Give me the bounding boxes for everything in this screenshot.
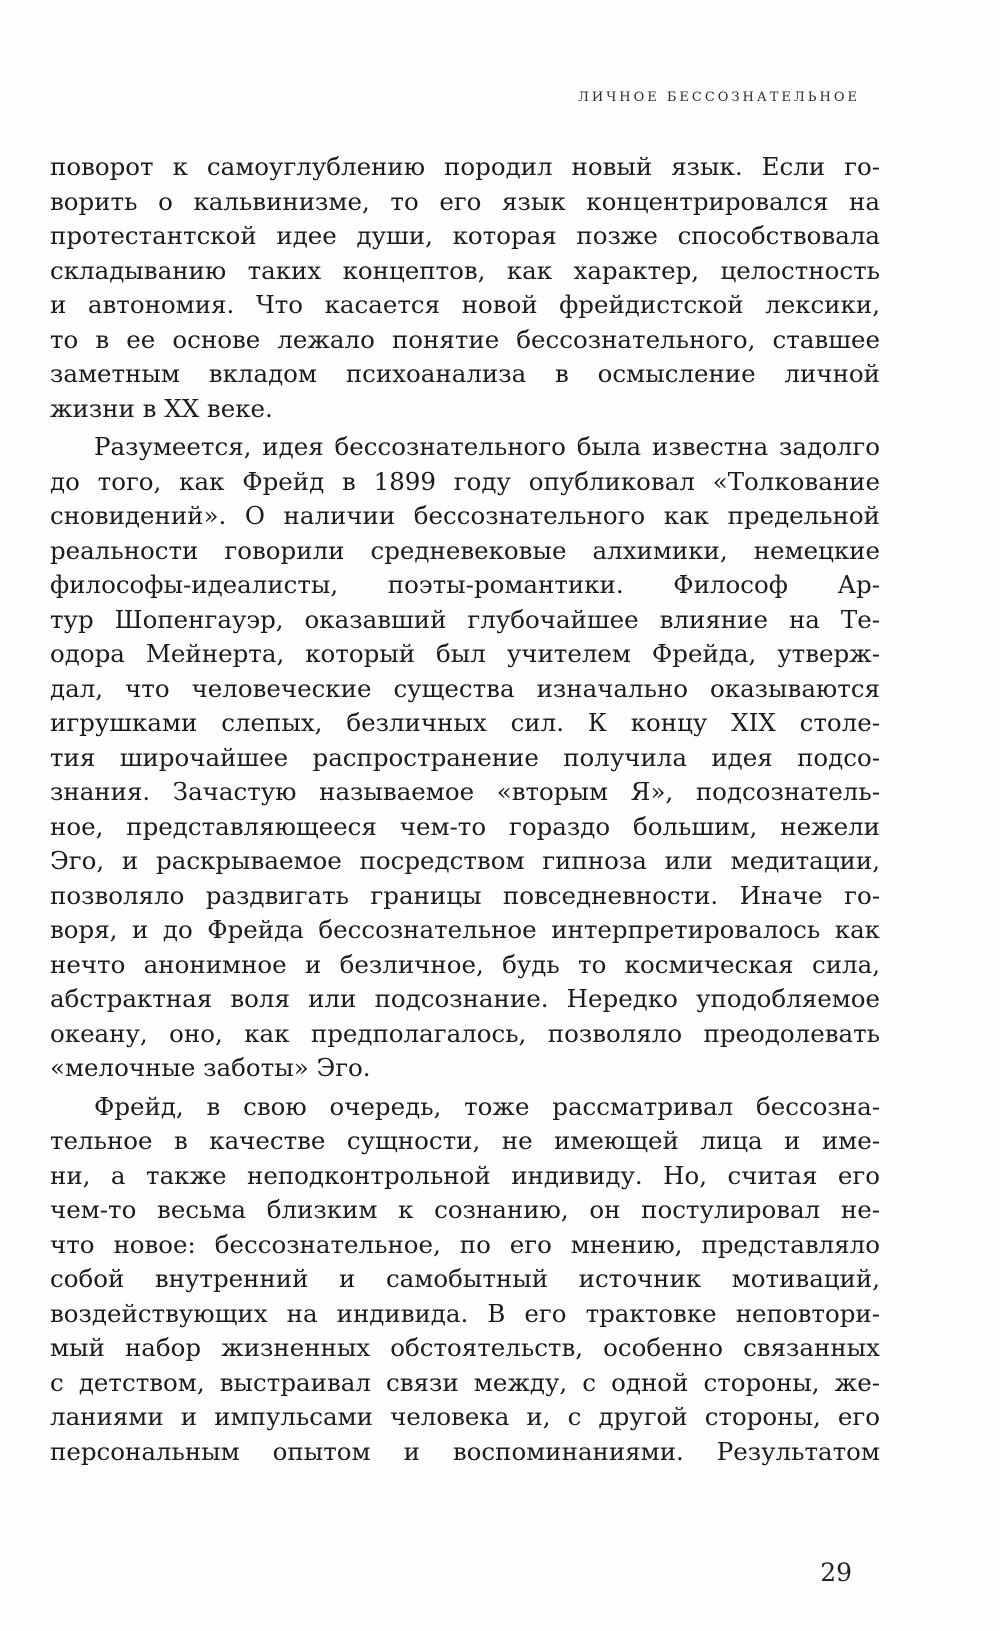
text-line: дал, что человеческие существа изначально оказываются <box>50 673 880 703</box>
text-line: складыванию таких концептов, как характер, целостность <box>50 255 880 285</box>
text-line: ворить о кальвинизме, то его язык концентрировался на <box>50 186 880 216</box>
paragraph-2 <box>50 430 880 1086</box>
text-line: ни, а также неподконтрольной индивиду. Но, считая его <box>50 1160 880 1190</box>
text-line: реальности говорили средневековые алхимики, немецкие <box>50 535 880 565</box>
text-line: позволяло раздвигать границы повседневности. Иначе го- <box>50 880 880 910</box>
text-line: Фрейд, в свою очередь, тоже рассматривал бессозна- <box>94 1091 880 1121</box>
text-line: жизни в XX веке. <box>50 393 273 423</box>
text-line: ное, представляющееся чем-то гораздо большим, нежели <box>50 811 880 841</box>
text-line: воздействующих на индивида. В его трактовке неповтори- <box>50 1298 880 1328</box>
text-line: сновидений». О наличии бессознательного как предельной <box>50 501 880 530</box>
text-line: воря, и до Фрейда бессознательное интерпретировалось как <box>50 915 880 944</box>
text-line: и автономия. Что касается новой фрейдистской лексики, <box>50 290 880 319</box>
text-line: с детством, выстраивал связи между, с одной стороны, же- <box>50 1367 880 1397</box>
text-line: философы-идеалисты, поэты-романтики. Философ Ар- <box>50 570 880 599</box>
body-text <box>50 150 880 1469</box>
text-line: знания. Зачастую называемое «вторым Я», подсознатель- <box>50 777 880 806</box>
text-line: Разумеется, идея бессознательного была известна задолго <box>94 432 880 461</box>
text-line: то в ее основе лежало понятие бессознательного, ставшее <box>50 324 880 354</box>
text-line: одора Мейнерта, который был учителем Фрейда, утверж- <box>50 639 880 668</box>
text-line: Эго, и раскрываемое посредством гипноза или медитации, <box>50 846 880 875</box>
text-line: океану, оно, как предполагалось, позволяло преодолевать <box>50 1018 880 1048</box>
text-line: «мелочные заботы» Эго. <box>50 1053 371 1082</box>
text-line: что новое: бессознательное, по его мнению, представляло <box>50 1229 880 1259</box>
text-line: протестантской идее души, которая позже способствовала <box>50 221 880 250</box>
text-line: тельное в качестве сущности, не имеющей лица и име- <box>50 1126 880 1155</box>
paragraph-3 <box>50 1090 880 1470</box>
text-line: заметным вкладом психоанализа в осмысление личной <box>50 359 880 388</box>
text-line: тур Шопенгауэр, оказавший глубочайшее влияние на Те- <box>50 604 880 634</box>
text-line: персональным опытом и воспоминаниями. Результатом <box>50 1436 880 1466</box>
text-line: чем-то весьма близким к сознанию, он постулировал не- <box>50 1195 880 1224</box>
text-line: поворот к самоуглублению породил новый язык. Если го- <box>50 152 880 181</box>
text-line: ланиями и импульсами человека и, с другой стороны, его <box>50 1402 880 1431</box>
text-line: абстрактная воля или подсознание. Нередко уподобляемое <box>50 984 880 1013</box>
running-head: ЛИЧНОЕ БЕССОЗНАТЕЛЬНОЕ <box>578 90 860 105</box>
page-number: 29 <box>820 1558 852 1587</box>
paragraph-1 <box>50 150 880 426</box>
text-line: игрушками слепых, безличных сил. К концу XIX столе- <box>50 708 880 737</box>
text-line: мый набор жизненных обстоятельств, особенно связанных <box>50 1333 880 1362</box>
text-line: тия широчайшее распространение получила идея подсо- <box>50 742 880 772</box>
text-line: нечто анонимное и безличное, будь то космическая сила, <box>50 949 880 979</box>
text-line: до того, как Фрейд в 1899 году опубликовал «Толкование <box>50 466 880 496</box>
text-line: собой внутренний и самобытный источник мотиваций, <box>50 1264 880 1293</box>
